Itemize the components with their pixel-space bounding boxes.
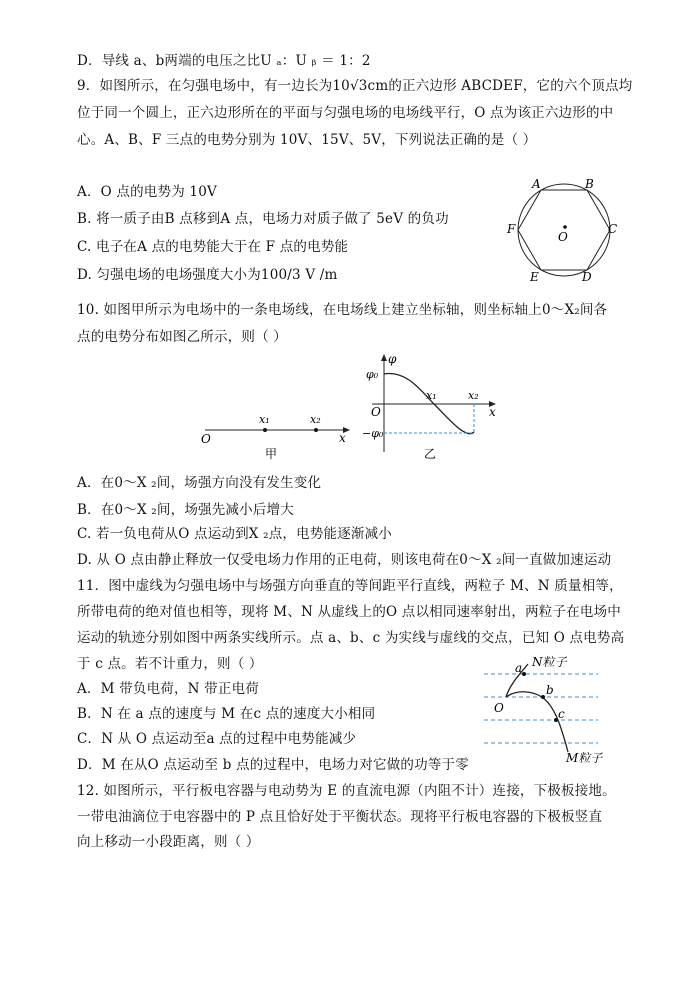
label-x2: x₂ — [468, 389, 479, 402]
q12-stem-3: 向上移动一小段距离，则（ ） — [77, 834, 260, 850]
label-a: a — [515, 661, 523, 675]
label-o: O — [371, 405, 381, 419]
q11-option-a: A．M 带负电荷，N 带正电荷 — [77, 681, 259, 697]
q12-stem-1: 12. 如图所示，平行板电容器与电动势为 E 的直流电源（内阻不计）连接，下极板接地。 — [77, 783, 616, 799]
label-f: F — [507, 222, 516, 236]
q9-option-d: D. 匀强电场的电场强度大小为100/3 V /m — [77, 267, 338, 283]
label-d: D — [582, 270, 592, 284]
point-b — [541, 695, 545, 699]
figure-jia — [195, 405, 355, 465]
q9-stem-2: 位于同一个圆上，正六边形所在的平面与匀强电场的电场线平行，O 点为该正六边形的中 — [77, 105, 614, 121]
q10-stem-2: 点的电势分布如图乙所示，则（ ） — [77, 329, 287, 345]
q11-stem-3: 运动的轨迹分别如图中两条实线所示。点 a、b、c 为实线与虚线的交点，已知 O 点电势高 — [77, 630, 625, 646]
point-x1 — [263, 428, 267, 432]
q11-stem-1: 11．图中虚线为匀强电场中与场强方向垂直的等间距平行直线，两粒子 M、N 质量相等， — [77, 578, 623, 594]
q9-stem-3: 心。A、B、F 三点的电势分别为 10V、15V、5V，下列说法正确的是（ ） — [77, 132, 537, 148]
caption-jia: 甲 — [265, 447, 278, 461]
particle-figure — [480, 652, 615, 764]
point-a — [522, 672, 526, 676]
label-phi0: φ₀ — [366, 368, 379, 381]
q10-option-b: B．在0～X ₂间，场强先减小后增大 — [77, 502, 294, 518]
label-x: x — [489, 405, 496, 419]
label-x: x — [339, 431, 346, 445]
q11-option-b: B．N 在 a 点的速度与 M 在c 点的速度大小相同 — [77, 706, 376, 722]
caption-yi: 乙 — [424, 447, 437, 461]
label-a: A — [532, 177, 541, 191]
point-x2 — [314, 428, 318, 432]
q10-option-a: A．在0～X ₂间，场强方向没有发生变化 — [77, 475, 322, 491]
phi-axis-arrow — [381, 354, 387, 361]
label-o: O — [558, 230, 568, 244]
label-b: b — [546, 683, 554, 697]
q11-option-c: C．N 从 O 点运动至a 点的过程中电势能减少 — [77, 731, 357, 747]
label-o: O — [201, 432, 211, 446]
q11-stem-4: 于 c 点。若不计重力，则（ ） — [77, 656, 263, 672]
label-b: B — [585, 177, 594, 191]
figure-yi — [362, 352, 512, 467]
q9-option-a: A．O 点的电势为 10V — [77, 184, 217, 200]
q9-option-c: C. 电子在A 点的电势能大于在 F 点的电势能 — [77, 239, 349, 255]
q10-stem-1: 10. 如图甲所示为电场中的一条电场线，在电场线上建立坐标轴，则坐标轴上0～X₂间各 — [77, 302, 608, 318]
label-phi: φ — [388, 352, 397, 366]
label-c: C — [608, 222, 618, 236]
q11-stem-2: 所带电荷的绝对值也相等，现将 M、N 从虚线上的O 点以相同速率射出，两粒子在电场中 — [77, 604, 621, 620]
q8-option-d: D．导线 a、b两端的电压之比U ₐ：U ᵦ ＝ 1：2 — [77, 53, 371, 69]
q12-stem-2: 一带电油滴位于电容器中的 P 点且恰好处于平衡状态。现将平行板电容器的下极板竖直 — [77, 809, 603, 825]
hexagon-figure — [502, 175, 622, 285]
q11-option-d: D．M 在从O 点运动至 b 点的过程中，电场力对它做的功等于零 — [77, 757, 469, 773]
q10-option-d: D. 从 O 点由静止释放一仅受电场力作用的正电荷，则该电荷在0～X ₂间一直做加速运动 — [77, 552, 612, 568]
label-c: c — [558, 707, 565, 721]
label-x1: x₁ — [426, 389, 437, 402]
label-o: O — [494, 701, 504, 715]
q10-option-c: C. 若一负电荷从O 点运动到X ₂点，电势能逐渐减小 — [77, 526, 393, 542]
center-dot — [563, 225, 567, 229]
label-x1: x₁ — [259, 413, 270, 426]
label-x2: x₂ — [310, 413, 321, 426]
label-e: E — [530, 270, 539, 284]
label-n-particle: N粒子 — [532, 655, 567, 669]
q9-option-b: B. 将一质子由B 点移到A 点，电场力对质子做了 5eV 的负功 — [77, 211, 449, 227]
label-neg-phi0: −φ₀ — [362, 427, 384, 440]
label-m-particle: M粒子 — [566, 751, 603, 764]
q9-stem-1: 9．如图所示，在匀强电场中，有一边长为10√3cm的正六边形 ABCDEF，它的六个顶点均 — [77, 78, 633, 94]
